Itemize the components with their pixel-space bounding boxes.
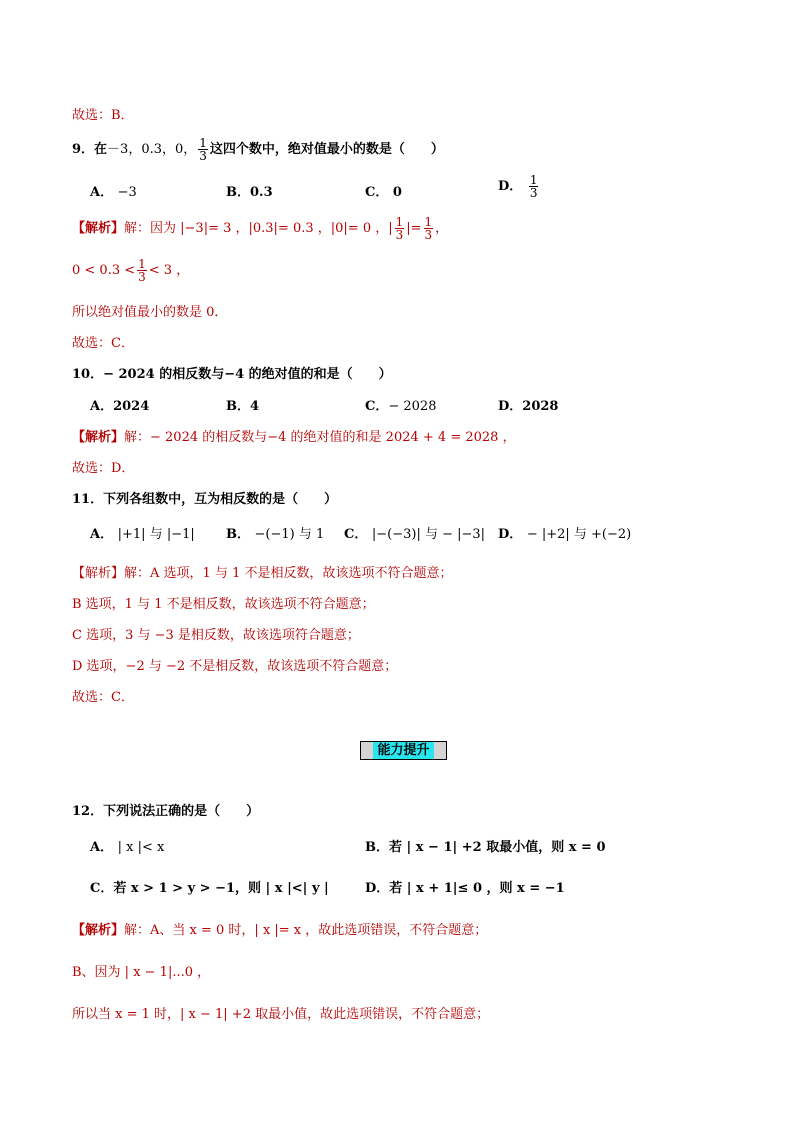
q9-option-c: C． 0 — [365, 185, 402, 200]
q9-analysis-line-1: 【解析】解：因为 |−3|= 3 ，|0.3|= 0.3 ，|0|= 0 ，| $\frac{1}{3}$ |= $\frac{1}{3}$ ， — [72, 215, 449, 242]
section-title: 能力提升 — [373, 742, 433, 759]
q10-option-c: C．− 2028 — [365, 399, 437, 414]
q9-analysis-line-2: 0 < 0.3 < $\frac{1}{3}$ < 3 ， — [72, 257, 190, 284]
q10-option-d: D．2028 — [498, 399, 559, 414]
q9-answer: 故选：C． — [72, 336, 134, 351]
q9-question: 这四个数中，绝对值最小的数是（ ） — [209, 142, 444, 157]
q10-option-a: A．2024 — [90, 399, 150, 414]
section-header-ability-improvement — [360, 741, 447, 760]
q11-option-b: B． −(−1) 与 1 — [226, 527, 325, 542]
q9-numbers: －3，0.3，0， — [107, 142, 197, 157]
q9-option-d: D． $\frac{1}{3}$ — [498, 173, 538, 200]
q11-option-a: A． |+1| 与 |−1| — [90, 527, 195, 542]
q9-option-a: A． −3 — [90, 185, 137, 200]
question-10-stem: 10．− 2024 的相反数与−4 的绝对值的和是（ ） — [72, 367, 392, 382]
q9-analysis-line-3: 所以绝对值最小的数是 0． — [72, 305, 228, 320]
q12-option-b: B．若 | x − 1| +2 取最小值，则 x = 0 — [365, 840, 606, 855]
previous-answer: 故选：B． — [72, 108, 134, 123]
q9-option-b: B．0.3 — [226, 185, 273, 200]
q10-analysis: 【解析】解：− 2024 的相反数与−4 的绝对值的和是 2024 + 4 = 2028 ， — [72, 430, 516, 445]
question-11-stem: 11．下列各组数中，互为相反数的是（ ） — [72, 492, 338, 507]
q9-number: 9．在 — [72, 142, 108, 157]
q12-analysis-line-3: 所以当 x = 1 时，| x − 1| +2 取最小值，故此选项错误，不符合题意； — [72, 1007, 490, 1022]
q11-answer: 故选：C． — [72, 690, 134, 705]
q9-fraction: $\frac{1}{3}$ — [199, 136, 207, 163]
q12-analysis-line-2: B、因为 | x − 1|...0 ， — [72, 965, 211, 980]
q10-answer: 故选：D． — [72, 461, 135, 476]
q10-option-b: B．4 — [226, 399, 260, 414]
q11-option-c: C． |−(−3)| 与 − |−3| — [344, 527, 486, 542]
question-12-stem: 12．下列说法正确的是（ ） — [72, 804, 260, 819]
q12-option-d: D．若 | x + 1|≤ 0 ，则 x = −1 — [365, 881, 565, 896]
q12-analysis-line-1: 【解析】解：A、当 x = 0 时，| x |= x ，故此选项错误，不符合题意； — [72, 923, 488, 938]
q11-analysis-line-2: B 选项，1 与 1 不是相反数，故该选项不符合题意； — [72, 597, 375, 612]
q11-analysis-line-1: 【解析】解：A 选项，1 与 1 不是相反数，故该选项不符合题意； — [72, 566, 453, 581]
question-9-stem — [72, 137, 444, 162]
q11-analysis-line-4: D 选项，−2 与 −2 不是相反数，故该选项不符合题意； — [72, 659, 398, 674]
q12-option-a: A． | x |< x — [90, 840, 165, 855]
q11-analysis-line-3: C 选项，3 与 −3 是相反数，故该选项符合题意； — [72, 628, 360, 643]
q12-option-c: C．若 x > 1 > y > −1，则 | x |<| y | — [90, 881, 329, 896]
q11-option-d: D． − |+2| 与 +(−2) — [498, 527, 632, 542]
